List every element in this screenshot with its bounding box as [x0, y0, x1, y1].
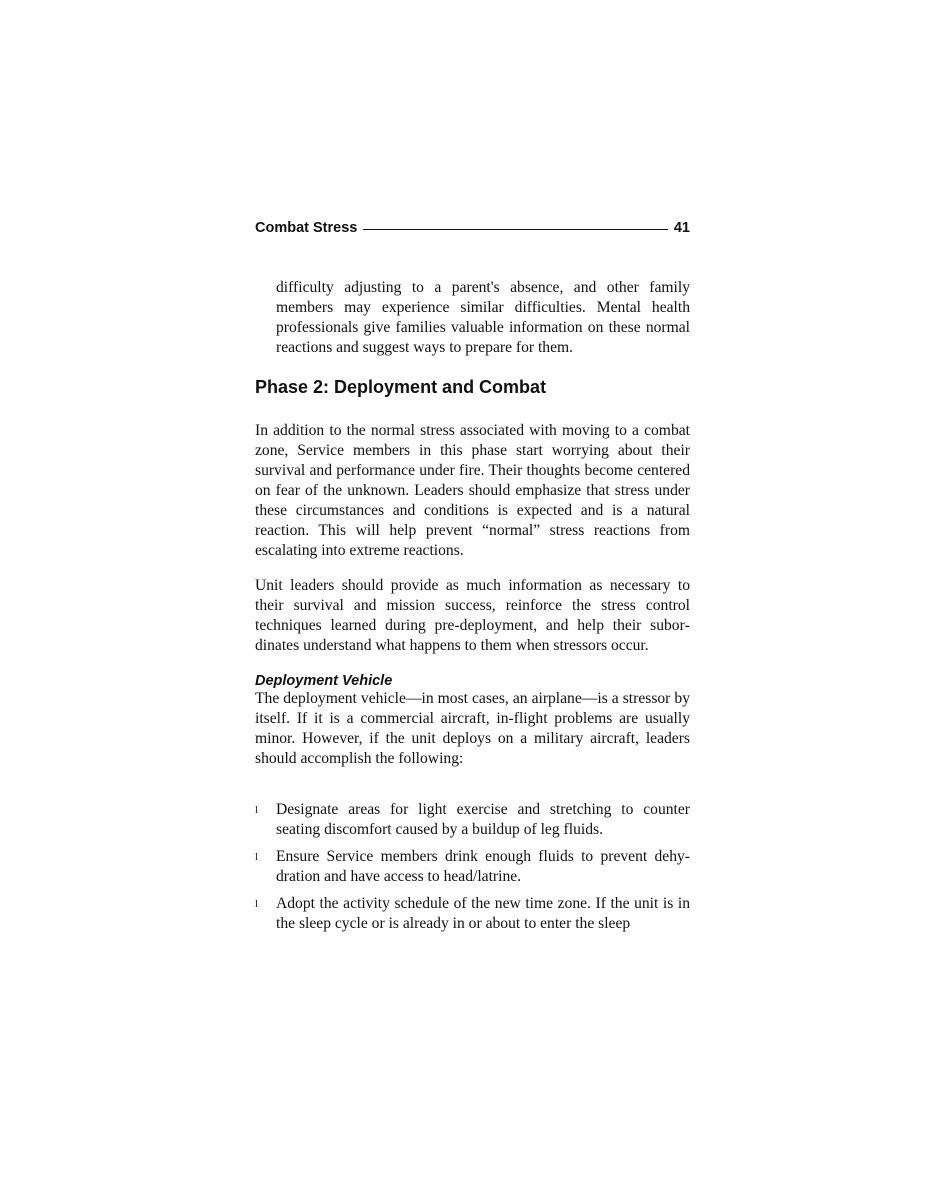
subsection-paragraph-block [255, 689, 690, 769]
list-item-text: Adopt the activity schedule of the new time zone. If the unit is in the sleep cycle or is already in or about to enter the sleep [276, 895, 690, 932]
list-item [255, 894, 690, 934]
bullet-marker: l [255, 804, 259, 816]
section-paragraph: In addition to the normal stress associated with moving to a combat zone, Service members in this phase start worrying about their survival and performance under fire. Their thoughts become centered on fear of the unknown. Leaders should emphasize that stress under these circumstances and conditions is expected and is a natural reaction. This will help prevent “normal” stress reactions from escalating into extreme reactions. [255, 422, 690, 559]
list-item-text: Ensure Service members drink enough fluids to prevent dehydration and have access to head/latrine. [276, 848, 690, 885]
list-item [255, 800, 690, 840]
page-number: 41 [673, 220, 690, 236]
list-item-text: Designate areas for light exercise and stretching to counter seating discomfort caused by a buildup of leg fluids. [276, 801, 690, 838]
continuation-paragraph: difficulty adjusting to a parent's absence, and other family members may experience similar difficulties. Mental health professionals give families valuable information on these normal reactions and suggest ways to prepare for them. [276, 279, 690, 356]
subsection-paragraph: The deployment vehicle—in most cases, an airplane—is a stressor by itself. If it is a commercial aircraft, in-flight problems are usually minor. However, if the unit deploys on a military aircraft, leaders should accomplish the following: [255, 690, 690, 767]
subsection-heading: Deployment Vehicle [255, 673, 393, 689]
section-paragraph-1-block [255, 421, 690, 561]
section-paragraph: Unit leaders should provide as much information as necessary to their survival and mission success, reinforce the stress control techniques learned during pre-deployment, and help their subordinates understand what happens to them when stressors occur. [255, 577, 690, 654]
list-item [255, 847, 690, 887]
running-header [255, 218, 690, 238]
bullet-marker: l [255, 851, 259, 863]
header-title: Combat Stress [255, 220, 358, 236]
bullet-list [255, 800, 690, 941]
continuation-paragraph-block [276, 278, 690, 358]
header-rule [363, 229, 668, 230]
section-paragraph-2-block [255, 576, 690, 656]
section-heading: Phase 2: Deployment and Combat [255, 377, 547, 397]
bullet-marker: l [255, 898, 259, 910]
